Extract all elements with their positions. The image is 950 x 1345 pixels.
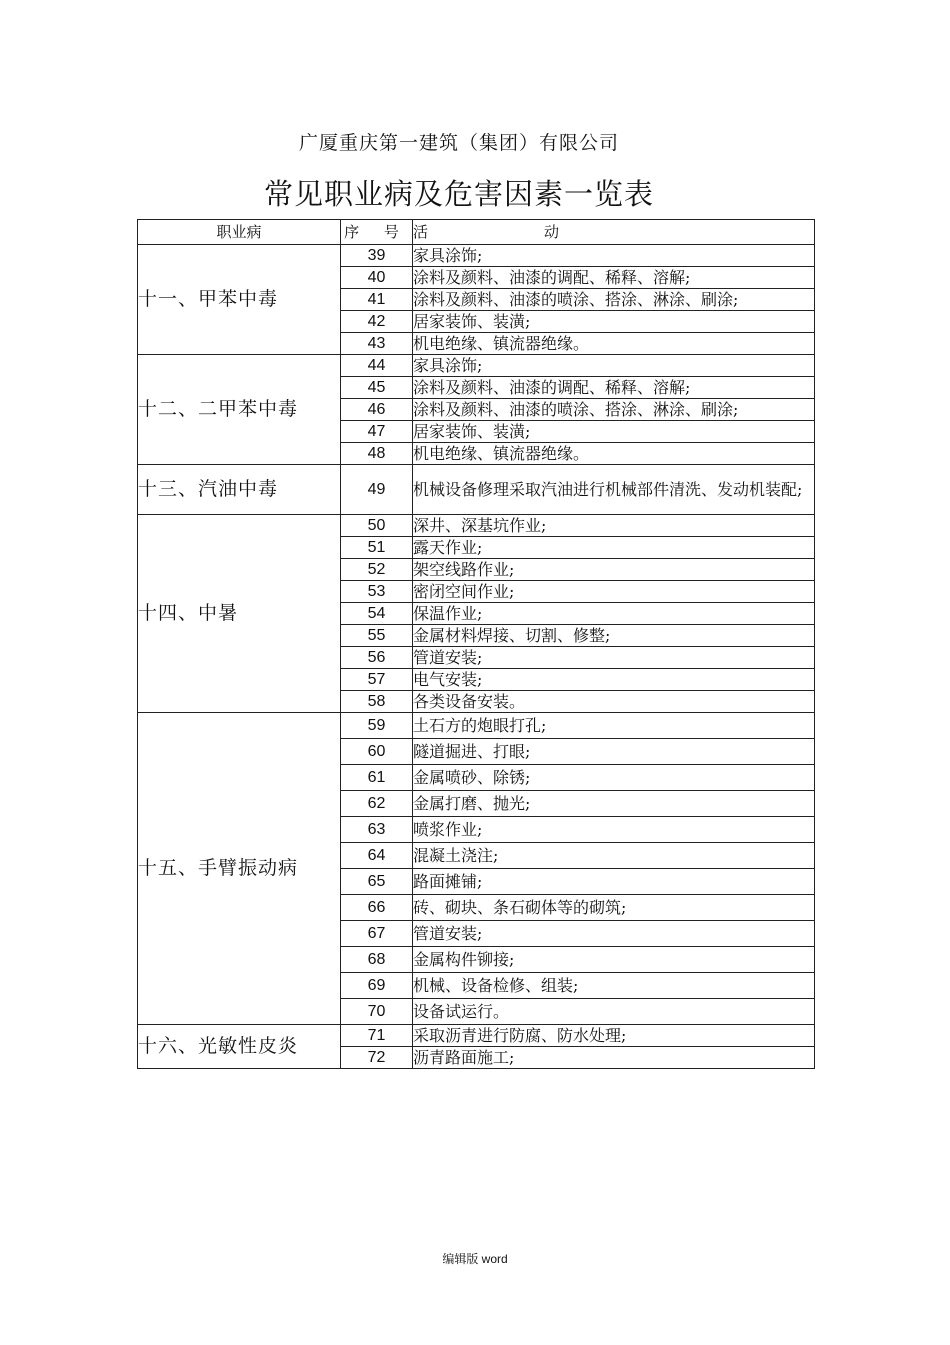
activity-cell: 涂料及颜料、油漆的调配、稀释、溶解;	[413, 377, 815, 399]
activity-cell: 居家装饰、装潢;	[413, 421, 815, 443]
number-cell: 45	[341, 377, 413, 399]
number-cell: 49	[341, 465, 413, 515]
activity-cell: 金属喷砂、除锈;	[413, 765, 815, 791]
column-header-activity	[413, 220, 815, 245]
activity-cell: 喷浆作业;	[413, 817, 815, 843]
number-cell: 72	[341, 1047, 413, 1069]
activity-cell: 涂料及颜料、油漆的调配、稀释、溶解;	[413, 267, 815, 289]
activity-cell: 架空线路作业;	[413, 559, 815, 581]
activity-cell: 土石方的炮眼打孔;	[413, 713, 815, 739]
number-cell: 50	[341, 515, 413, 537]
activity-cell: 金属材料焊接、切割、修整;	[413, 625, 815, 647]
number-cell: 60	[341, 739, 413, 765]
number-cell: 40	[341, 267, 413, 289]
table-row	[138, 245, 815, 267]
number-cell: 55	[341, 625, 413, 647]
activity-cell: 管道安装;	[413, 921, 815, 947]
number-cell: 71	[341, 1025, 413, 1047]
activity-cell: 深井、深基坑作业;	[413, 515, 815, 537]
number-cell: 67	[341, 921, 413, 947]
table-row	[138, 713, 815, 739]
number-cell: 69	[341, 973, 413, 999]
activity-cell: 金属构件铆接;	[413, 947, 815, 973]
number-cell: 53	[341, 581, 413, 603]
activity-cell: 机电绝缘、镇流器绝缘。	[413, 333, 815, 355]
category-cell: 十一、甲苯中毒	[138, 245, 341, 355]
category-cell: 十五、手臂振动病	[138, 713, 341, 1025]
activity-cell: 机械设备修理采取汽油进行机械部件清洗、发动机装配;	[413, 465, 815, 515]
table-header-row	[138, 220, 815, 245]
activity-cell: 保温作业;	[413, 603, 815, 625]
activity-cell: 金属打磨、抛光;	[413, 791, 815, 817]
activity-cell: 路面摊铺;	[413, 869, 815, 895]
number-cell: 42	[341, 311, 413, 333]
document-title: 常见职业病及危害因素一览表	[263, 177, 654, 211]
footer-text: 编辑版 word	[442, 1252, 508, 1266]
activity-cell: 各类设备安装。	[413, 691, 815, 713]
number-cell: 54	[341, 603, 413, 625]
number-cell: 44	[341, 355, 413, 377]
activity-cell: 机械、设备检修、组装;	[413, 973, 815, 999]
number-cell: 64	[341, 843, 413, 869]
number-cell: 65	[341, 869, 413, 895]
number-cell: 58	[341, 691, 413, 713]
activity-cell: 居家装饰、装潢;	[413, 311, 815, 333]
number-cell: 62	[341, 791, 413, 817]
column-header-number: 序 号	[341, 220, 413, 245]
activity-cell: 机电绝缘、镇流器绝缘。	[413, 443, 815, 465]
table-row	[138, 515, 815, 537]
number-cell: 61	[341, 765, 413, 791]
activity-cell: 设备试运行。	[413, 999, 815, 1025]
activity-cell: 隧道掘进、打眼;	[413, 739, 815, 765]
category-cell: 十四、中暑	[138, 515, 341, 713]
table-row	[138, 465, 815, 515]
number-cell: 51	[341, 537, 413, 559]
activity-cell: 采取沥青进行防腐、防水处理;	[413, 1025, 815, 1047]
activity-cell: 沥青路面施工;	[413, 1047, 815, 1069]
table-row	[138, 1025, 815, 1047]
number-cell: 59	[341, 713, 413, 739]
number-cell: 46	[341, 399, 413, 421]
number-cell: 39	[341, 245, 413, 267]
activity-cell: 涂料及颜料、油漆的喷涂、搭涂、淋涂、刷涂;	[413, 289, 815, 311]
activity-cell: 砖、砌块、条石砌体等的砌筑;	[413, 895, 815, 921]
number-cell: 57	[341, 669, 413, 691]
category-cell: 十二、二甲苯中毒	[138, 355, 341, 465]
hazard-table	[137, 219, 815, 1069]
number-cell: 47	[341, 421, 413, 443]
number-cell: 48	[341, 443, 413, 465]
number-cell: 43	[341, 333, 413, 355]
number-cell: 63	[341, 817, 413, 843]
activity-cell: 露天作业;	[413, 537, 815, 559]
column-header-activity-part2: 动	[544, 222, 560, 241]
company-name: 广厦重庆第一建筑（集团）有限公司	[298, 132, 619, 154]
activity-cell: 家具涂饰;	[413, 245, 815, 267]
number-cell: 70	[341, 999, 413, 1025]
category-cell: 十三、汽油中毒	[138, 465, 341, 515]
activity-cell: 电气安装;	[413, 669, 815, 691]
number-cell: 41	[341, 289, 413, 311]
activity-cell: 涂料及颜料、油漆的喷涂、搭涂、淋涂、刷涂;	[413, 399, 815, 421]
activity-cell: 家具涂饰;	[413, 355, 815, 377]
activity-cell: 混凝土浇注;	[413, 843, 815, 869]
activity-cell: 密闭空间作业;	[413, 581, 815, 603]
column-header-activity-part1: 活	[413, 222, 429, 241]
category-cell: 十六、光敏性皮炎	[138, 1025, 341, 1069]
number-cell: 68	[341, 947, 413, 973]
number-cell: 66	[341, 895, 413, 921]
number-cell: 56	[341, 647, 413, 669]
table-row	[138, 355, 815, 377]
column-header-category: 职业病	[138, 220, 341, 245]
table-body	[138, 245, 815, 1069]
number-cell: 52	[341, 559, 413, 581]
activity-cell: 管道安装;	[413, 647, 815, 669]
